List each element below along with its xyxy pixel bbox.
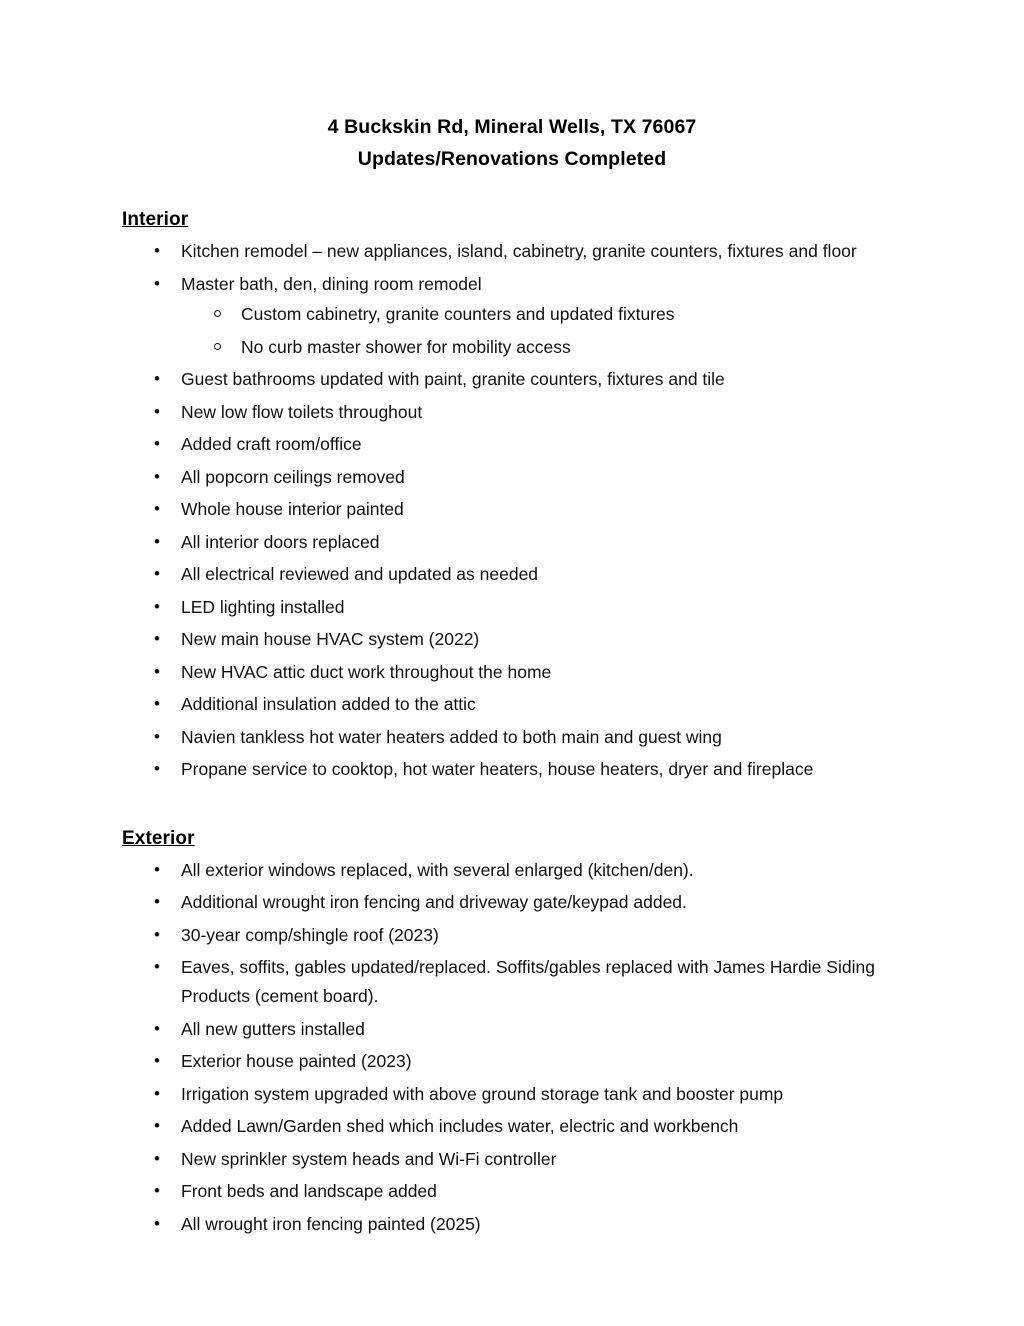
- bullet-icon: •: [154, 957, 160, 977]
- bullet-icon: •: [154, 401, 160, 421]
- list-item: [96, 1047, 928, 1076]
- list-item: [96, 495, 928, 524]
- list-item: [96, 658, 928, 687]
- list-item-text: Front beds and landscape added: [181, 1181, 437, 1202]
- list-item: [96, 430, 928, 459]
- list-item-text: All electrical reviewed and updated as needed: [181, 564, 539, 585]
- list-item-text: Kitchen remodel – new appliances, island, cabinetry, granite counters, fixtures and floor: [181, 241, 857, 262]
- bullet-icon: •: [154, 434, 160, 454]
- bullet-icon: •: [154, 726, 160, 746]
- section-heading-exterior: Exterior: [122, 827, 195, 849]
- list-item: [96, 625, 928, 654]
- bottom-spacer: [96, 1242, 928, 1282]
- bullet-icon: •: [154, 596, 160, 616]
- bullet-icon: •: [154, 466, 160, 486]
- list-item: [96, 921, 928, 950]
- list-item: [96, 1015, 928, 1044]
- bullet-icon: •: [154, 1018, 160, 1038]
- list-item: [96, 270, 928, 362]
- sub-list-item-text: No curb master shower for mobility access: [241, 336, 571, 357]
- list-item-text: All exterior windows replaced, with several enlarged (kitchen/den).: [181, 859, 694, 880]
- list-item: [96, 398, 928, 427]
- bullet-icon: •: [154, 694, 160, 714]
- section-exterior: [96, 828, 928, 1238]
- list-item-text: Added craft room/office: [181, 434, 362, 455]
- bullet-icon: •: [154, 629, 160, 649]
- list-item: [96, 1112, 928, 1141]
- bullet-icon: •: [154, 759, 160, 779]
- bullet-icon: •: [154, 661, 160, 681]
- bullet-icon: •: [154, 241, 160, 261]
- list-item: [96, 690, 928, 719]
- list-item: [96, 953, 928, 1010]
- list-item: [96, 888, 928, 917]
- list-item: [96, 1210, 928, 1239]
- hollow-bullet-icon: [214, 343, 221, 350]
- bullet-icon: •: [154, 273, 160, 293]
- list-item-text: New low flow toilets throughout: [181, 401, 423, 422]
- list-item: [96, 528, 928, 557]
- list-item-text: Added Lawn/Garden shed which includes water, electric and workbench: [181, 1116, 739, 1137]
- list-item-text: Irrigation system upgraded with above ground storage tank and booster pump: [181, 1083, 784, 1104]
- document-title: [96, 112, 928, 175]
- list-item-text: Navien tankless hot water heaters added to both main and guest wing: [181, 726, 722, 747]
- title-line-address: 4 Buckskin Rd, Mineral Wells, TX 76067: [327, 116, 697, 138]
- list-item-text: New main house HVAC system (2022): [181, 629, 480, 650]
- list-item-text: Additional wrought iron fencing and driveway gate/keypad added.: [181, 892, 687, 913]
- sub-list-item: [181, 333, 928, 362]
- list-item-text: Exterior house painted (2023): [181, 1051, 412, 1072]
- hollow-bullet-icon: [214, 310, 221, 317]
- bullet-icon: •: [154, 1116, 160, 1136]
- list-item-text: 30-year comp/shingle roof (2023): [181, 924, 439, 945]
- sub-list-item: [181, 300, 928, 329]
- bullet-icon: •: [154, 1051, 160, 1071]
- bullet-icon: •: [154, 1148, 160, 1168]
- section-heading-interior: Interior: [122, 209, 189, 231]
- list-item-text: All popcorn ceilings removed: [181, 466, 405, 487]
- bullet-icon: •: [154, 1083, 160, 1103]
- bullet-icon: •: [154, 892, 160, 912]
- list-item-text: Propane service to cooktop, hot water heaters, house heaters, dryer and fireplace: [181, 759, 814, 780]
- list-item: [96, 723, 928, 752]
- bullet-icon: •: [154, 531, 160, 551]
- list-item: [96, 593, 928, 622]
- list-item-text: LED lighting installed: [181, 596, 345, 617]
- list-item: [96, 237, 928, 266]
- bullet-icon: •: [154, 859, 160, 879]
- sub-list-item-text: Custom cabinetry, granite counters and updated fixtures: [241, 304, 675, 325]
- list-item: [96, 1177, 928, 1206]
- bullet-icon: •: [154, 564, 160, 584]
- interior-sublist: [181, 300, 928, 361]
- list-item: [96, 1145, 928, 1174]
- title-line-subtitle: Updates/Renovations Completed: [357, 147, 667, 170]
- list-item-text: New HVAC attic duct work throughout the home: [181, 661, 552, 682]
- list-item: [96, 856, 928, 885]
- list-item: [96, 463, 928, 492]
- bullet-icon: •: [154, 499, 160, 519]
- list-item-text: Master bath, den, dining room remodel: [181, 273, 482, 294]
- list-item-text: Additional insulation added to the attic: [181, 694, 476, 715]
- bullet-icon: •: [154, 1181, 160, 1201]
- list-item-text: Guest bathrooms updated with paint, granite counters, fixtures and tile: [181, 369, 725, 390]
- list-item: [96, 755, 928, 784]
- list-item-text: All interior doors replaced: [181, 531, 380, 552]
- interior-list: [96, 237, 928, 784]
- bullet-icon: •: [154, 369, 160, 389]
- exterior-list: [96, 856, 928, 1238]
- list-item-text: Eaves, soffits, gables updated/replaced. Soffits/gables replaced with James Hardie Siding Products (cement board).: [181, 957, 875, 1006]
- bullet-icon: •: [154, 924, 160, 944]
- list-item: [96, 560, 928, 589]
- section-interior: [96, 209, 928, 784]
- bullet-icon: •: [154, 1213, 160, 1233]
- list-item-text: All wrought iron fencing painted (2025): [181, 1213, 481, 1234]
- list-item-text: All new gutters installed: [181, 1018, 365, 1039]
- list-item-text: New sprinkler system heads and Wi-Fi controller: [181, 1148, 557, 1169]
- list-item-text: Whole house interior painted: [181, 499, 404, 520]
- list-item: [96, 1080, 928, 1109]
- list-item: [96, 365, 928, 394]
